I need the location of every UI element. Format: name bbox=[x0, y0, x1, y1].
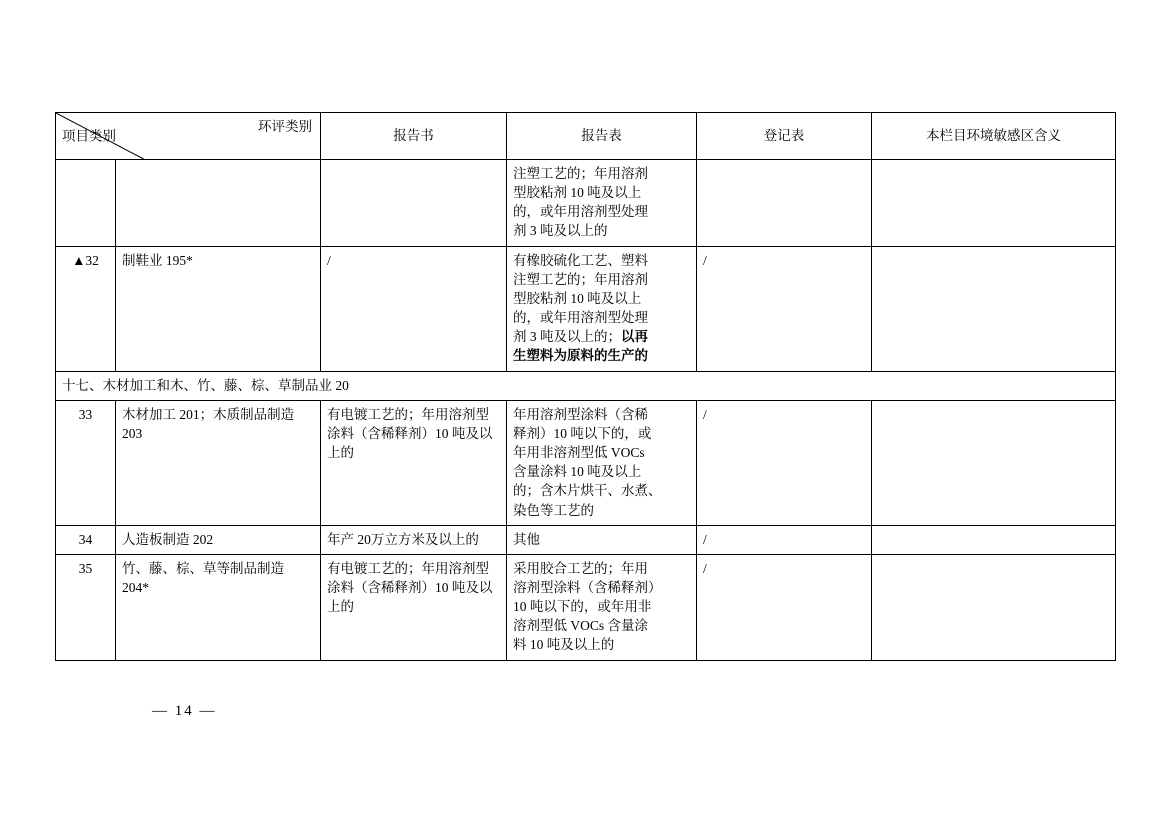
row-sensitive-area bbox=[872, 525, 1116, 554]
row-number: 33 bbox=[56, 400, 116, 525]
table-section-row bbox=[56, 371, 1116, 400]
row-number: ▲32 bbox=[56, 246, 116, 371]
row-number bbox=[56, 160, 116, 247]
row-report-form-line-partial: 剂 3 吨及以上的；以再 bbox=[513, 329, 648, 345]
row-category: 木材加工 201；木质制品制造 203 bbox=[116, 400, 321, 525]
header-label-ei-category: 环评类别 bbox=[258, 119, 312, 134]
header-sensitive-area: 本栏目环境敏感区含义 bbox=[872, 113, 1116, 160]
table-row bbox=[56, 246, 1116, 371]
header-label-project-category: 项目类别 bbox=[62, 128, 116, 144]
row-report-book: 有电镀工艺的；年用溶剂型涂料（含稀释剂）10 吨及以上的 bbox=[321, 400, 507, 525]
header-report-form: 报告表 bbox=[507, 113, 697, 160]
row-category: 人造板制造 202 bbox=[116, 525, 321, 554]
page-number: — 14 — bbox=[152, 703, 217, 719]
row-report-form: 注塑工艺的；年用溶剂 型胶粘剂 10 吨及以上 的，或年用溶剂型处理 剂 3 吨及以上的 bbox=[507, 160, 697, 247]
row-report-book bbox=[321, 160, 507, 247]
row-registration: / bbox=[697, 400, 872, 525]
row-sensitive-area bbox=[872, 400, 1116, 525]
row-sensitive-area bbox=[872, 246, 1116, 371]
row-report-form: 采用胶合工艺的；年用 溶剂型涂料（含稀释剂） 10 吨以下的，或年用非 溶剂型低 VOCs 含量涂 料 10 吨及以上的 bbox=[507, 554, 697, 660]
row-number: 35 bbox=[56, 554, 116, 660]
table-header-row bbox=[56, 113, 1116, 160]
row-report-form: 年用溶剂型涂料（含稀 释剂）10 吨以下的，或 年用非溶剂型低 VOCs 含量涂料 10 吨及以上 的；含木片烘干、水煮、 染色等工艺的 bbox=[507, 400, 697, 525]
row-category: 制鞋业 195* bbox=[116, 246, 321, 371]
section-title: 十七、木材加工和木、竹、藤、棕、草制品业 20 bbox=[56, 371, 1116, 400]
row-report-book: 有电镀工艺的；年用溶剂型涂料（含稀释剂）10 吨及以上的 bbox=[321, 554, 507, 660]
row-registration: / bbox=[697, 554, 872, 660]
header-report-book: 报告书 bbox=[321, 113, 507, 160]
row-registration: / bbox=[697, 525, 872, 554]
row-registration: / bbox=[697, 246, 872, 371]
row-report-book: / bbox=[321, 246, 507, 371]
table-row bbox=[56, 525, 1116, 554]
row-registration bbox=[697, 160, 872, 247]
header-registration-form: 登记表 bbox=[697, 113, 872, 160]
table-row bbox=[56, 554, 1116, 660]
row-report-form: 有橡胶硫化工艺、塑料 注塑工艺的；年用溶剂 型胶粘剂 10 吨及以上 的，或年用溶剂型处理 剂 3 吨及以上的；以再 生塑料为原料的生产的 bbox=[507, 246, 697, 371]
header-corner-cell bbox=[56, 113, 321, 160]
row-report-book: 年产 20万立方米及以上的 bbox=[321, 525, 507, 554]
row-sensitive-area bbox=[872, 160, 1116, 247]
table-row bbox=[56, 400, 1116, 525]
table-container bbox=[55, 112, 1115, 661]
row-category: 竹、藤、棕、草等制品制造 204* bbox=[116, 554, 321, 660]
row-category bbox=[116, 160, 321, 247]
row-report-form: 其他 bbox=[507, 525, 697, 554]
table-row bbox=[56, 160, 1116, 247]
row-sensitive-area bbox=[872, 554, 1116, 660]
row-number: 34 bbox=[56, 525, 116, 554]
ei-category-table bbox=[55, 112, 1116, 661]
